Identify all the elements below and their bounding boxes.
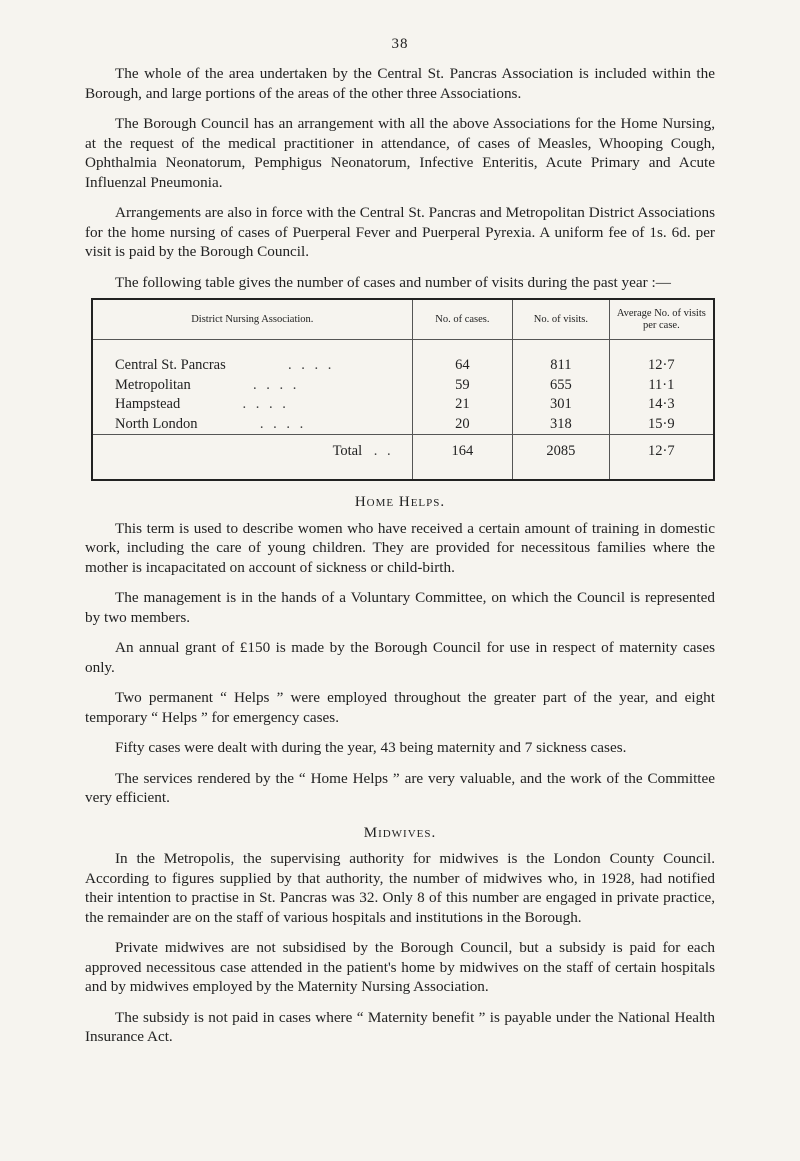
paragraph-home-helps-5: Fifty cases were dealt with during the year, 43 being maternity and 7 sickness cases. [115,739,627,756]
row-cases: 20 [412,415,512,435]
row-cases: 21 [412,395,512,415]
paragraph-intro-3: Arrangements are also in force with the Central St. Pancras and Metropolitan District Associations for the home nursing of cases of Puerperal Fever and Puerperal Pyrexia. A uniform fee of 1s. 6d. per visit is paid by the Borough Council. [85,204,715,260]
row-cases: 59 [412,376,512,396]
paragraph-intro-1: The whole of the area undertaken by the Central St. Pancras Association is included within the Borough, and large portions of the areas of the other three Associations. [85,65,715,102]
row-name: Central St. Pancras [115,357,226,373]
paragraph-intro-2: The Borough Council has an arrangement with all the above Associations for the Home Nursing, at the request of the medical practitioner in attendance, of cases of Measles, Whooping Cough, Ophthalmia Neonatorum, Pemphigus Neonatorum, Infective Enteritis, Acute Primary and Acute Influenzal Pneumonia. [85,115,715,191]
paragraph-midwives-3: The subsidy is not paid in cases where “ Maternity benefit ” is payable under the National Health Insurance Act. [85,1008,715,1045]
section-heading-home-helps: Home Helps. [354,494,446,510]
paragraph-midwives-2: Private midwives are not subsidised by the Borough Council, but a subsidy is paid for each approved necessitous case attended in the patient's home by midwives on the staff of certain hospitals and by midwives employed by the Maternity Nursing Association. [85,939,715,995]
table-row [92,356,714,376]
row-leader-dots: . . . . [259,415,307,432]
table-bottom-padding [92,469,714,480]
total-average: 12·7 [609,435,714,470]
row-name: Metropolitan [115,376,191,393]
row-visits: 811 [513,356,610,376]
total-cases: 164 [412,435,512,470]
row-leader-dots: . . . . [252,376,300,393]
paragraph-midwives-1: In the Metropolis, the supervising authority for midwives is the London County Council. According to figures supplied by that authority, the number of midwives who, in 1928, had notified their intention to practise in St. Pancras was 32. Only 8 of this number are engaged in private practice, the remainder are on the staff of various hospitals and institutions in the Borough. [85,850,715,926]
document-body [85,64,715,1058]
table-row [92,395,714,415]
paragraph-home-helps-3: An annual grant of £150 is made by the Borough Council for use in respect of maternity cases only. [85,639,715,676]
row-leader-dots: . . . . [288,357,335,373]
header-cases: No. of cases. [412,299,512,340]
row-cases: 64 [412,356,512,376]
table-spacer-row [92,340,714,357]
row-average: 11·1 [648,376,675,393]
nursing-visits-table [91,298,715,481]
total-label: Total [332,443,363,460]
table-header-row [92,299,714,340]
header-association: District Nursing Association. [92,299,412,340]
header-visits: No. of visits. [513,299,610,340]
header-average: Average No. of visits per case. [609,299,714,340]
row-visits: 655 [513,376,610,396]
row-average: 14·3 [648,396,675,412]
row-visits: 318 [513,415,610,435]
table-total-row [92,435,714,470]
row-leader-dots: . . . . [242,396,289,412]
row-average: 15·9 [648,415,675,432]
row-visits: 301 [513,395,610,415]
paragraph-home-helps-2: The management is in the hands of a Voluntary Committee, on which the Council is represented by two members. [85,589,715,626]
paragraph-home-helps-1: This term is used to describe women who have received a certain amount of training in domestic work, including the care of young children. They are provided for necessitous families where the mother is incapacitated on account of sickness or child-birth. [85,519,715,576]
total-visits: 2085 [513,435,610,470]
table-row [92,415,714,435]
page-number: 38 [391,36,409,52]
paragraph-intro-4: The following table gives the number of cases and number of visits during the past year :— [115,273,671,291]
table-row [92,376,714,396]
row-name: North London [115,415,198,432]
total-leader-dots: . . [373,443,394,460]
paragraph-home-helps-6: The services rendered by the “ Home Helps ” are very valuable, and the work of the Committee very efficient. [85,769,715,806]
row-average: 12·7 [648,357,675,373]
paragraph-home-helps-4: Two permanent “ Helps ” were employed throughout the greater part of the year, and eight temporary “ Helps ” for emergency cases. [85,689,715,726]
section-heading-midwives: Midwives. [363,824,437,841]
row-name: Hampstead [115,396,181,412]
